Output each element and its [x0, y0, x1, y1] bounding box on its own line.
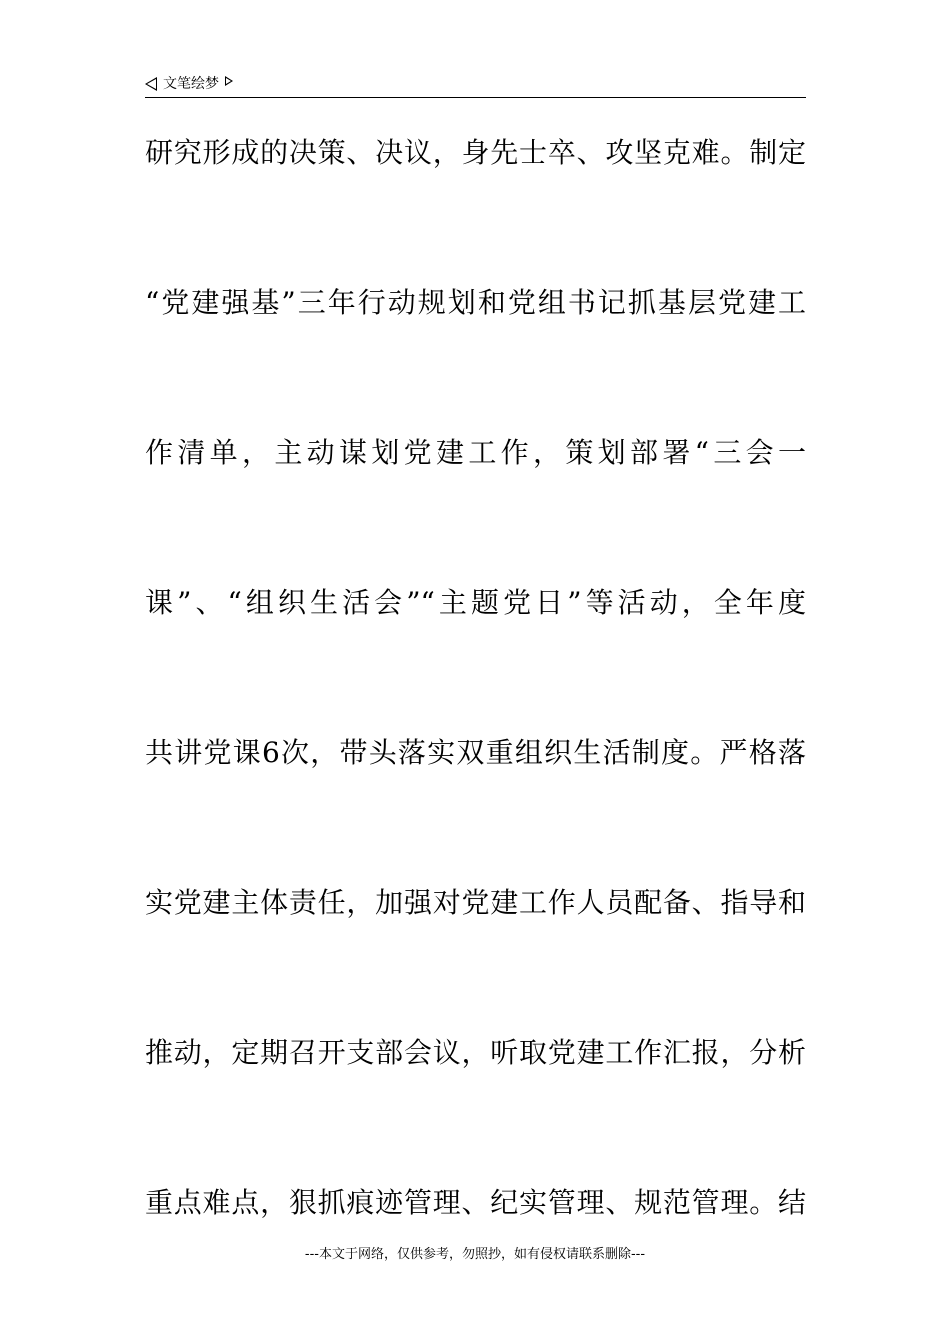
- triangle-left-icon: [145, 77, 157, 91]
- body-line: 研究形成的决策、决议，身先士卒、攻坚克难。制定: [145, 136, 806, 169]
- body-line: 重点难点，狠抓痕迹管理、纪实管理、规范管理。结: [145, 1186, 806, 1219]
- body-line: “党建强基”三年行动规划和党组书记抓基层党建工: [145, 286, 806, 319]
- document-body: [145, 128, 806, 1328]
- footer-notice: ---本文于网络，仅供参考，勿照抄，如有侵权请联系删除---: [304, 1247, 646, 1262]
- body-line: 作清单，主动谋划党建工作，策划部署“三会一: [145, 436, 806, 469]
- body-line: 课”、“组织生活会”“主题党日”等活动，全年度: [145, 586, 806, 619]
- body-line: 共讲党课6次，带头落实双重组织生活制度。严格落: [145, 736, 806, 769]
- body-line: 实党建主体责任，加强对党建工作人员配备、指导和: [145, 886, 806, 919]
- header-title: 文笔绘梦: [163, 76, 219, 92]
- triangle-right-icon: [225, 76, 233, 86]
- header-divider: [145, 97, 806, 98]
- header-title-group: [145, 74, 233, 94]
- body-line: 推动，定期召开支部会议，听取党建工作汇报，分析: [145, 1036, 806, 1069]
- page-header: [145, 72, 806, 98]
